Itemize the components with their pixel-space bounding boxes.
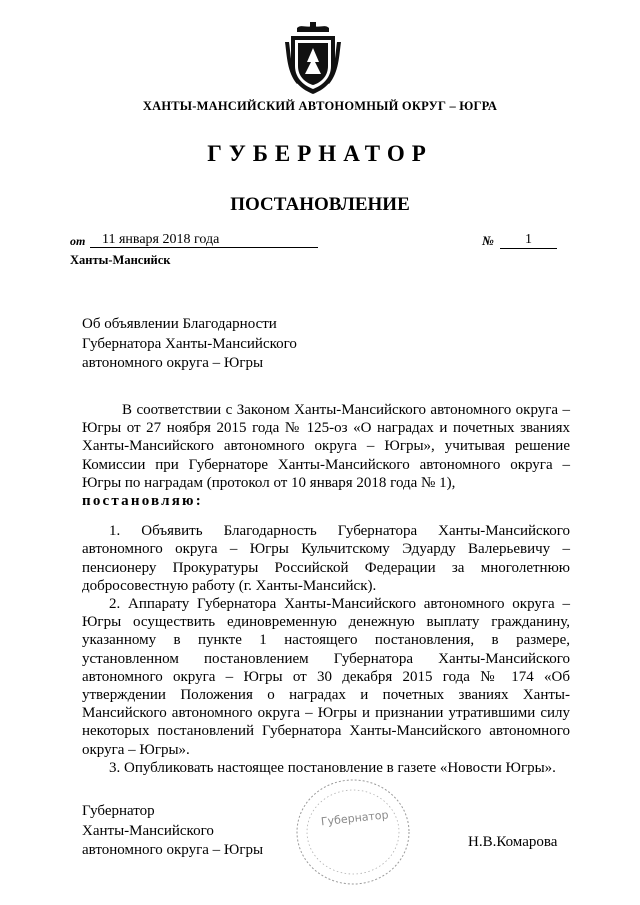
signer-name: Н.В.Комарова <box>468 834 558 850</box>
decree-subject <box>82 315 382 374</box>
item-2: 2. Аппарату Губернатора Ханты-Мансийского автономного округа – Югры осуществить единовременную денежную выплату гражданину, указанному в пункте 1 настоящего постановления, в размере, установленном постановлением Губернатора Ханты-Мансийского автономного округа – Югры от 30 декабря 2015 года № 174 «Об утверждении Положения о наградах и почетных званиях Ханты-Мансийского автономного округа – Югры и признании утратившими силу некоторых постановлений Губернатора Ханты-Мансийского автономного округа – Югры». <box>82 596 570 758</box>
decree-date: 11 января 2018 года <box>90 232 318 248</box>
decree-number: 1 <box>500 232 557 249</box>
signature-line: Губернатор <box>82 803 155 819</box>
date-prefix: от <box>70 234 86 248</box>
decree-heading: ПОСТАНОВЛЕНИЕ <box>230 194 410 215</box>
signature-line: автономного округа – Югры <box>82 842 264 858</box>
subject-line: Об объявлении Благодарности <box>82 316 277 332</box>
subject-line: автономного округа – Югры <box>82 355 264 371</box>
resolve-word: постановляю: <box>82 493 203 510</box>
item-1: 1. Объявить Благодарность Губернатора Ханты-Мансийского автономного округа – Югры Кульчитскому Эдуарду Валерьевичу – пенсионеру Прокуратуры Российской Федерации за многолетнюю добросовестную работу (г. Ханты-Мансийск). <box>82 523 570 594</box>
signature-line: Ханты-Мансийского <box>82 822 214 839</box>
coat-of-arms-icon <box>283 22 343 96</box>
governor-heading: ГУБЕРНАТОР <box>207 141 433 166</box>
svg-text:Губернатор: Губернатор <box>320 808 390 829</box>
decree-body <box>82 401 570 777</box>
number-sign: № <box>482 233 494 248</box>
signature-title <box>82 802 263 861</box>
date-number-row <box>70 232 570 252</box>
subject-line: Губернатора Ханты-Мансийского <box>82 335 297 352</box>
region-name: ХАНТЫ-МАНСИЙСКИЙ АВТОНОМНЫЙ ОКРУГ – ЮГРА <box>142 99 498 113</box>
city: Ханты-Мансийск <box>70 253 171 267</box>
preamble-paragraph <box>82 401 570 510</box>
item-3: 3. Опубликовать настоящее постановление в газете «Новости Югры». <box>109 759 556 776</box>
preamble-text: В соответствии с Законом Ханты-Мансийского автономного округа – Югры от 27 ноября 2015 года № 125-оз «О наградах и почетных званиях Ханты-Мансийского автономного округа – Югры», учитывая решение Комиссии при Губернаторе Ханты-Мансийского автономного округа – Югры по наградам (протокол от 10 января 2018 года № 1), <box>82 402 570 491</box>
seal-stamp <box>283 770 423 900</box>
